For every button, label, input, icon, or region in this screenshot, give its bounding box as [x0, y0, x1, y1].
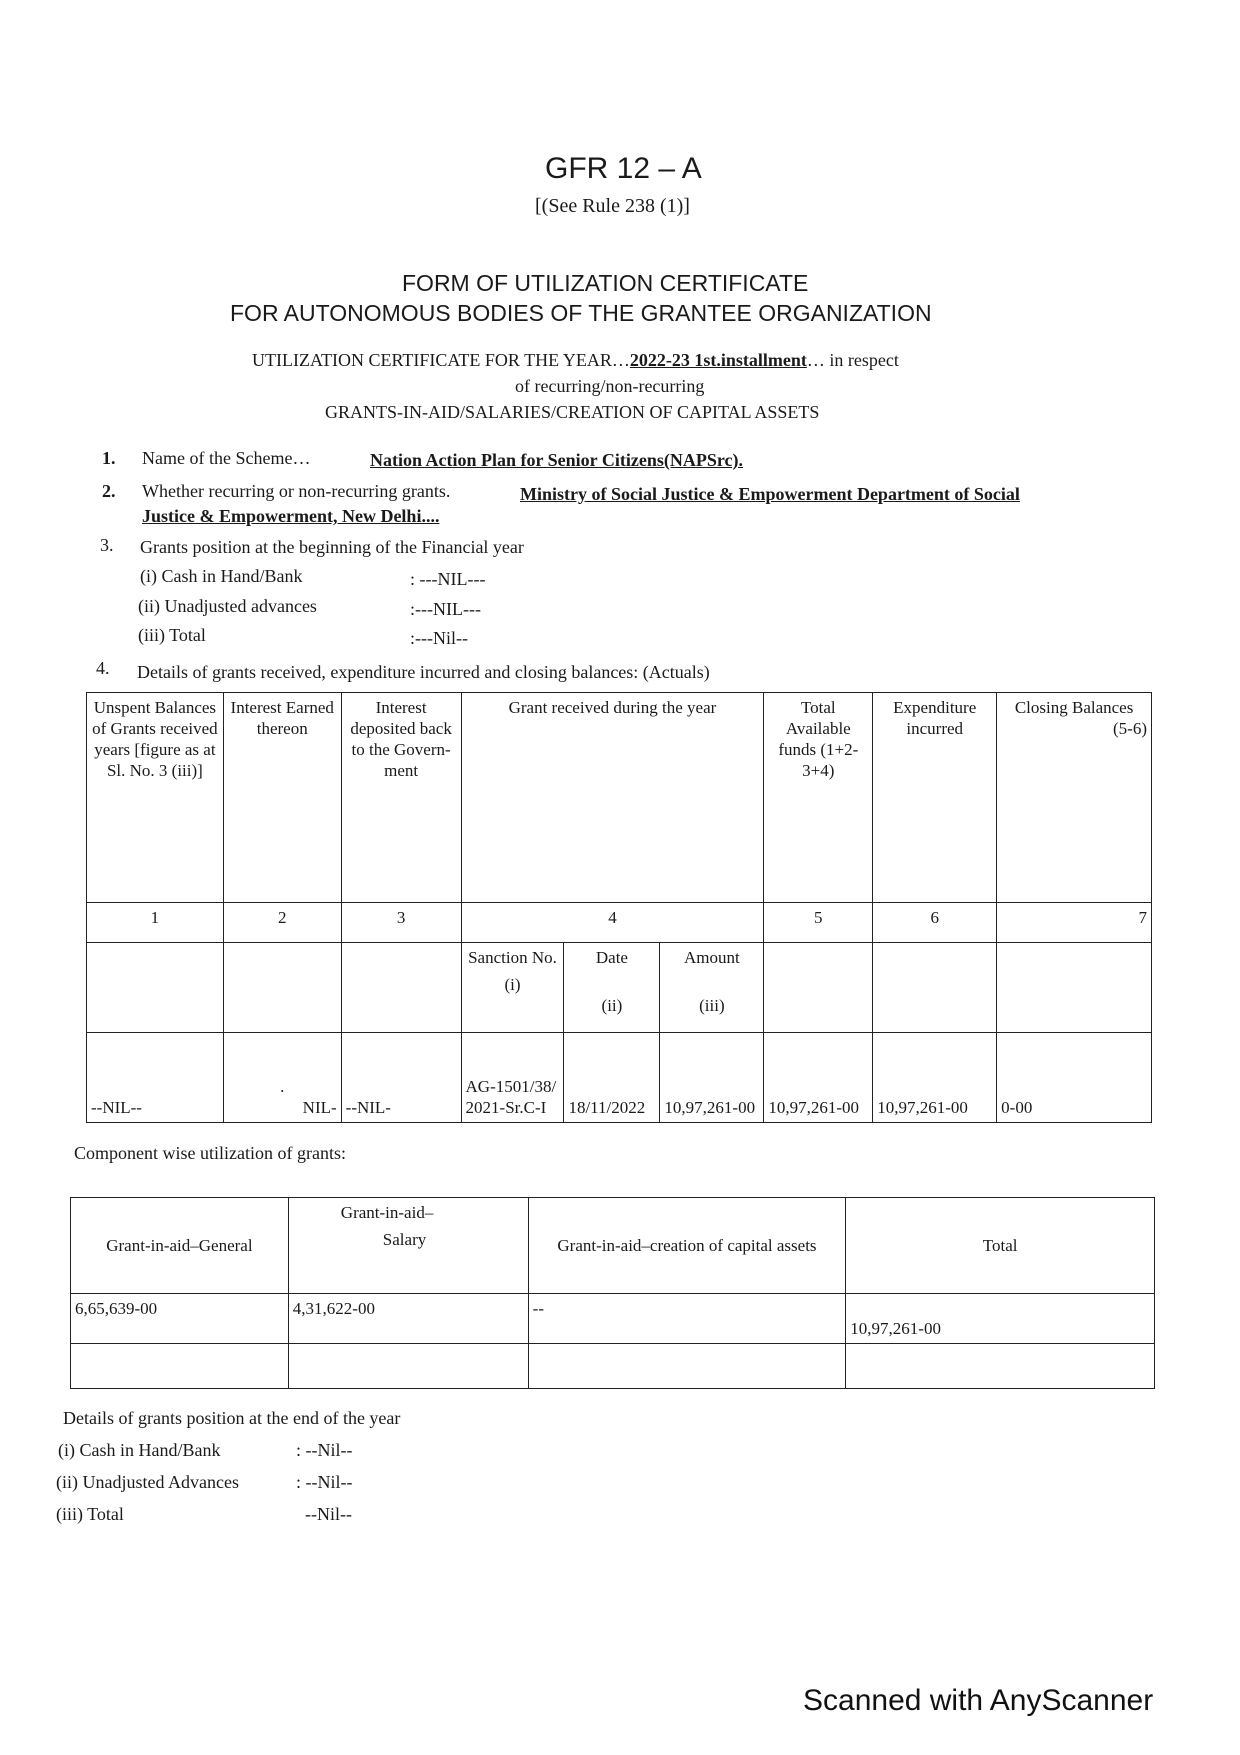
value-interest-text: NIL-: [302, 1098, 337, 1117]
header-total: Total: [846, 1198, 1155, 1294]
component-title: Component wise utilization of grants:: [74, 1143, 346, 1163]
scanner-watermark: Scanned with AnyScanner: [803, 1684, 1154, 1717]
advances-value-end: : --Nil--: [296, 1472, 353, 1492]
col-num-5: 5: [764, 903, 873, 943]
amount-num: (iii): [699, 996, 725, 1015]
value-interest-earned: [223, 1033, 341, 1123]
grants-line: GRANTS-IN-AID/SALARIES/CREATION OF CAPITAL ASSETS: [325, 402, 820, 422]
cash-label-start: (i) Cash in Hand/Bank: [140, 566, 303, 586]
form-number: GFR 12 – A: [545, 152, 702, 185]
item1-number: 1.: [102, 448, 116, 468]
closing-label: Closing Balances: [1014, 698, 1134, 717]
header-general: Grant-in-aid–General: [71, 1198, 289, 1294]
scheme-name: Nation Action Plan for Senior Citizens(NAPSrc).: [370, 450, 743, 470]
cash-value-end: : --Nil--: [296, 1440, 353, 1460]
cash-value-start: : ---NIL---: [410, 569, 486, 589]
year-prefix: UTILIZATION CERTIFICATE FOR THE YEAR…: [252, 350, 630, 370]
advances-value-start: :---NIL---: [410, 599, 481, 619]
item4-label: Details of grants received, expenditure incurred and closing balances: (Actuals): [137, 662, 710, 682]
component-table: [70, 1197, 1155, 1389]
advances-label-end: (ii) Unadjusted Advances: [56, 1472, 239, 1492]
value-capital-assets: --: [528, 1294, 846, 1344]
col-num-1: 1: [87, 903, 224, 943]
cash-label-end: (i) Cash in Hand/Bank: [58, 1440, 221, 1460]
value-unspent: --NIL--: [87, 1033, 224, 1123]
col-num-3: 3: [341, 903, 461, 943]
grants-table: [86, 692, 1152, 1123]
value-interest-dot: .: [280, 1077, 285, 1096]
item3-number: 3.: [100, 535, 114, 555]
header-capital-assets: Grant-in-aid–creation of capital assets: [528, 1198, 846, 1294]
item4-number: 4.: [96, 658, 110, 678]
header-interest-deposited: Interest deposited back to the Govern-ment: [341, 693, 461, 903]
value-amount: 10,97,261-00: [660, 1033, 764, 1123]
value-date: 18/11/2022: [564, 1033, 660, 1123]
value-closing: 0-00: [997, 1033, 1152, 1123]
item2-number: 2.: [102, 481, 116, 501]
form-title-line1: FORM OF UTILIZATION CERTIFICATE: [402, 270, 809, 296]
end-title: Details of grants position at the end of the year: [63, 1408, 401, 1428]
sanction-label: Sanction No.: [468, 948, 557, 967]
header-expenditure: Expenditure incurred: [873, 693, 997, 903]
year-suffix: … in respect: [806, 350, 899, 370]
year-value: 2022-23 1st.installment: [629, 350, 807, 370]
value-general: 6,65,639-00: [71, 1294, 289, 1344]
item3-label: Grants position at the beginning of the Financial year: [140, 537, 524, 557]
item2-label: Whether recurring or non-recurring grants.: [142, 481, 451, 501]
salary-label-2: Salary: [382, 1230, 427, 1249]
form-title-line2: FOR AUTONOMOUS BODIES OF THE GRANTEE ORGANIZATION: [230, 300, 932, 326]
rule-reference: [(See Rule 238 (1)]: [535, 195, 690, 217]
subheader-sanction: [461, 943, 564, 1033]
amount-label: Amount: [684, 948, 740, 967]
header-grant-received: Grant received during the year: [461, 693, 764, 903]
recurring-line: of recurring/non-recurring: [515, 376, 705, 396]
value-total-funds: 10,97,261-00: [764, 1033, 873, 1123]
value-sanction-no: AG-1501/38/2021-Sr.C-I: [461, 1033, 564, 1123]
col-num-2: 2: [223, 903, 341, 943]
closing-formula: (5-6): [1113, 719, 1147, 738]
value-total: 10,97,261-00: [846, 1294, 1155, 1344]
header-total-funds: Total Available funds (1+2-3+4): [764, 693, 873, 903]
total-label-end: (iii) Total: [56, 1504, 124, 1524]
header-interest-earned: Interest Earned thereon: [223, 693, 341, 903]
total-label-start: (iii) Total: [138, 625, 206, 645]
col-num-7: 7: [997, 903, 1152, 943]
certificate-year-line: [252, 350, 899, 371]
subheader-date: [564, 943, 660, 1033]
col-num-4: 4: [461, 903, 764, 943]
value-interest-deposited: --NIL-: [341, 1033, 461, 1123]
value-expenditure: 10,97,261-00: [873, 1033, 997, 1123]
sanction-num: (i): [504, 975, 521, 994]
header-unspent-balances: Unspent Balances of Grants received years [figure as at Sl. No. 3 (iii)]: [87, 693, 224, 903]
ministry-line2: Justice & Empowerment, New Delhi....: [142, 506, 440, 526]
col-num-6: 6: [873, 903, 997, 943]
total-value-start: :---Nil--: [410, 628, 468, 648]
date-label: Date: [595, 948, 628, 967]
advances-label-start: (ii) Unadjusted advances: [138, 596, 317, 616]
total-value-end: --Nil--: [305, 1504, 352, 1524]
ministry-line1: Ministry of Social Justice & Empowerment Department of Social: [520, 484, 1020, 504]
header-closing-balances: [997, 693, 1152, 903]
date-num: (ii): [601, 996, 623, 1015]
subheader-amount: [660, 943, 764, 1033]
item1-label: Name of the Scheme…: [142, 448, 311, 468]
header-salary: [288, 1198, 528, 1294]
value-salary: 4,31,622-00: [288, 1294, 528, 1344]
salary-label-1: Grant-in-aid–: [340, 1203, 434, 1222]
